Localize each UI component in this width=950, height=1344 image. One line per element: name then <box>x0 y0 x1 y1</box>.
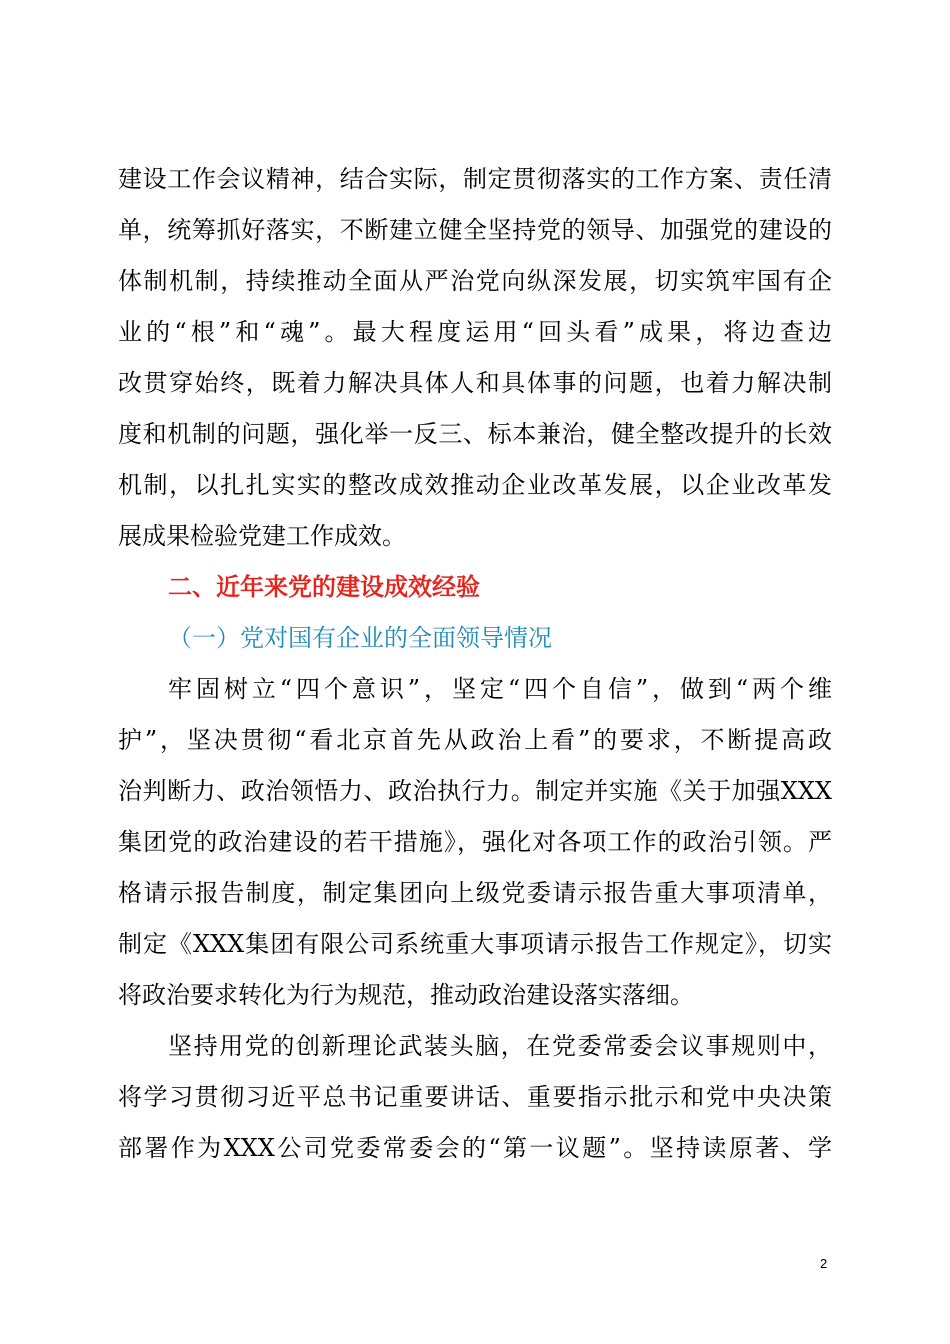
paragraph-2 <box>118 664 832 1021</box>
subsection-heading: （一）党对国有企业的全面领导情况 <box>168 624 552 652</box>
text-line: 坚持用党的创新理论武装头脑，在党委常委会议事规则中， <box>168 1032 832 1060</box>
text-line: 制定《XXX集团有限公司系统重大事项请示报告工作规定》，切实 <box>118 930 832 958</box>
text-line: 格请示报告制度，制定集团向上级党委请示报告重大事项清单， <box>118 879 832 907</box>
text-line: 护”，坚决贯彻“看北京首先从政治上看”的要求，不断提高政 <box>118 726 832 754</box>
text-line: 集团党的政治建设的若干措施》，强化对各项工作的政治引领。严 <box>118 828 832 856</box>
text-line: 业的“根”和“魂”。最大程度运用“回头看”成果，将边查边 <box>118 318 832 346</box>
paragraph-3 <box>118 1021 832 1174</box>
text-line: 改贯穿始终，既着力解决具体人和具体事的问题，也着力解决制 <box>118 369 832 397</box>
text-line: 部署作为XXX公司党委常委会的“第一议题”。坚持读原著、学 <box>118 1134 832 1162</box>
text-line: 展成果检验党建工作成效。 <box>118 522 406 550</box>
page-number: 2 <box>820 1256 828 1271</box>
text-line: 体制机制，持续推动全面从严治党向纵深发展，切实筑牢国有企 <box>118 267 832 295</box>
text-line: 度和机制的问题，强化举一反三、标本兼治，健全整改提升的长效 <box>118 420 832 448</box>
paragraph-1 <box>118 154 832 562</box>
text-line: 将学习贯彻习近平总书记重要讲话、重要指示批示和党中央决策 <box>118 1083 832 1111</box>
text-line: 将政治要求转化为行为规范，推动政治建设落实落细。 <box>118 981 694 1009</box>
text-line: 单，统筹抓好落实，不断建立健全坚持党的领导、加强党的建设的 <box>118 216 832 244</box>
text-line: 建设工作会议精神，结合实际，制定贯彻落实的工作方案、责任清 <box>118 165 832 193</box>
text-line: 机制，以扎扎实实的整改成效推动企业改革发展，以企业改革发 <box>118 471 832 499</box>
section-heading: 二、近年来党的建设成效经验 <box>168 573 480 601</box>
text-line: 牢固树立“四个意识”，坚定“四个自信”，做到“两个维 <box>168 675 832 703</box>
page-content <box>118 154 832 1174</box>
text-line: 治判断力、政治领悟力、政治执行力。制定并实施《关于加强XXX <box>118 777 832 805</box>
